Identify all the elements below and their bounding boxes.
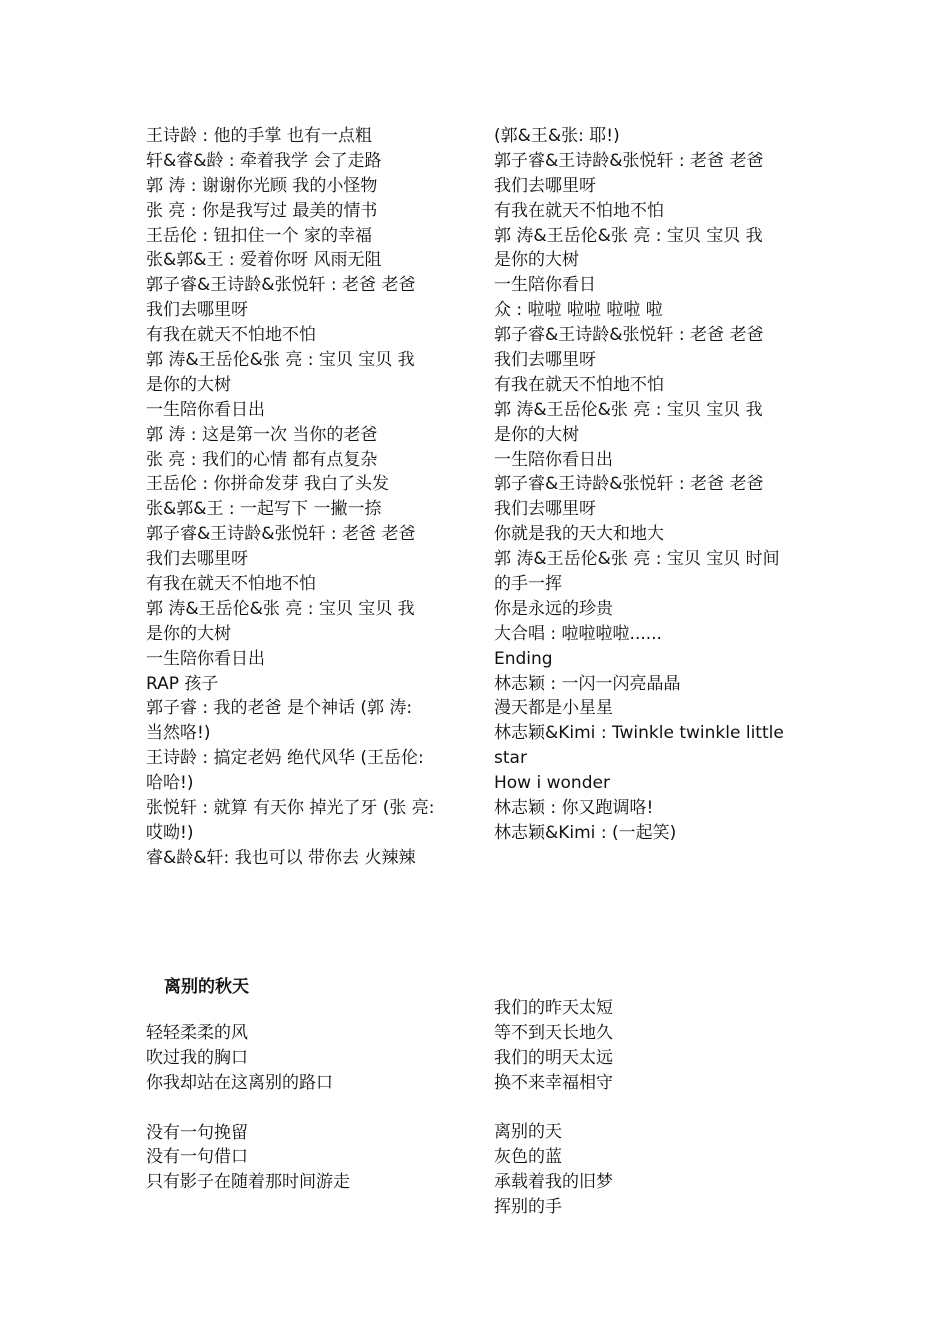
lyric-line: 郭 涛&王岳伦&张 亮 : 宝贝 宝贝 我 (494, 399, 763, 420)
lyric-line: 挥别的手 (494, 1197, 562, 1218)
lyric-line: 哎呦!) (146, 822, 194, 843)
lyric-line: 郭子睿&王诗龄&张悦轩 : 老爸 老爸 (146, 275, 416, 296)
lyric-line: 我们的明天太远 (494, 1047, 613, 1068)
lyric-line: 有我在就天不怕地不怕 (494, 374, 664, 395)
lyric-line: 王岳伦 : 你拼命发芽 我白了头发 (146, 474, 389, 495)
lyric-line: 张 亮 : 你是我写过 最美的情书 (146, 200, 378, 221)
lyric-line: 王诗龄 : 他的手掌 也有一点粗 (146, 126, 372, 146)
lyric-line: 张&郭&王 : 一起写下 一撇一捺 (146, 499, 382, 520)
lyric-line: 是你的大树 (146, 623, 231, 644)
lyric-line: 林志颖&Kimi : Twinkle twinkle little (494, 723, 784, 744)
lyric-line: 是你的大树 (494, 424, 579, 445)
lyric-line: 没有一句挽留 (146, 1122, 248, 1143)
lyric-line: 郭 涛&王岳伦&张 亮 : 宝贝 宝贝 我 (494, 225, 763, 246)
lyric-line: 你是永远的珍贵 (494, 598, 613, 619)
lyric-line: 哈哈!) (146, 773, 194, 794)
lyric-line: How i wonder (494, 773, 610, 794)
lyric-line: 没有一句借口 (146, 1147, 248, 1168)
lyric-line: 承载着我的旧梦 (494, 1172, 613, 1193)
lyric-line: 一生陪你看日出 (146, 648, 265, 669)
lyric-line: 你我却站在这离别的路口 (146, 1072, 333, 1093)
lyric-line: 当然咯!) (146, 723, 211, 744)
lyric-line: 郭子睿 : 我的老爸 是个神话 (郭 涛: (146, 698, 413, 719)
lyric-line: 王岳伦 : 钮扣住一个 家的幸福 (146, 225, 372, 246)
lyric-line: star (494, 748, 527, 769)
song2-left-column (146, 1021, 476, 1195)
lyric-line: 有我在就天不怕地不怕 (146, 325, 316, 346)
lyric-line: 等不到天长地久 (494, 1022, 613, 1043)
lyric-line: RAP 孩子 (146, 673, 219, 694)
stanza-break (494, 1096, 824, 1121)
lyric-line: (郭&王&张: 耶!) (494, 126, 620, 146)
lyric-line: 林志颖&Kimi : (一起笑) (494, 822, 677, 843)
lyric-line: 我们去哪里呀 (146, 549, 248, 570)
lyric-line: 我们去哪里呀 (494, 499, 596, 520)
lyric-line: 一生陪你看日出 (146, 399, 265, 420)
lyric-line: 轩&睿&龄 : 牵着我学 会了走路 (146, 150, 382, 171)
lyric-line: 有我在就天不怕地不怕 (146, 574, 316, 595)
lyric-line: 我们去哪里呀 (146, 300, 248, 321)
lyric-line: 吹过我的胸口 (146, 1047, 248, 1068)
lyrics-left-column (146, 124, 476, 871)
lyric-line: 郭 涛 : 这是第一次 当你的老爸 (146, 424, 378, 445)
lyric-line: 你就是我的天大和地大 (494, 524, 664, 545)
lyric-line: 郭子睿&王诗龄&张悦轩 : 老爸 老爸 (494, 325, 764, 346)
lyric-line: 的手一挥 (494, 574, 562, 595)
lyric-line: 是你的大树 (146, 374, 231, 395)
lyric-line: 郭 涛&王岳伦&张 亮 : 宝贝 宝贝 我 (146, 350, 415, 371)
lyric-line: 林志颖 : 一闪一闪亮晶晶 (494, 673, 681, 694)
lyric-line: 郭 涛&王岳伦&张 亮 : 宝贝 宝贝 我 (146, 598, 415, 619)
lyric-line: 睿&龄&轩: 我也可以 带你去 火辣辣 (146, 847, 416, 868)
lyric-line: 我们的昨天太短 (494, 998, 613, 1018)
lyric-line: 换不来幸福相守 (494, 1072, 613, 1093)
lyric-line: 众 : 啦啦 啦啦 啦啦 啦 (494, 300, 663, 321)
lyric-line: 大合唱 : 啦啦啦啦...... (494, 623, 662, 644)
lyric-line: 轻轻柔柔的风 (146, 1023, 248, 1043)
lyric-line: 我们去哪里呀 (494, 350, 596, 371)
song2-right-column (494, 996, 824, 1220)
lyric-line: 灰色的蓝 (494, 1147, 562, 1168)
lyric-line: Ending (494, 648, 553, 669)
lyric-line: 王诗龄 : 搞定老妈 绝代风华 (王岳伦: (146, 748, 424, 769)
lyric-line: 是你的大树 (494, 250, 579, 271)
lyric-line: 林志颖 : 你又跑调咯! (494, 798, 654, 819)
lyric-line: 郭子睿&王诗龄&张悦轩 : 老爸 老爸 (146, 524, 416, 545)
song-title: 离别的秋天 (164, 977, 249, 997)
lyrics-right-column (494, 124, 824, 846)
lyric-line: 一生陪你看日出 (494, 449, 613, 470)
lyric-line: 郭 涛&王岳伦&张 亮 : 宝贝 宝贝 时间 (494, 549, 780, 570)
lyric-line: 有我在就天不怕地不怕 (494, 200, 664, 221)
lyric-line: 郭 涛 : 谢谢你光顾 我的小怪物 (146, 175, 378, 196)
stanza-break (146, 1096, 476, 1121)
lyric-line: 一生陪你看日 (494, 275, 596, 296)
lyric-line: 郭子睿&王诗龄&张悦轩 : 老爸 老爸 (494, 150, 764, 171)
lyric-line: 张悦轩 : 就算 有天你 掉光了牙 (张 亮: (146, 798, 435, 819)
lyric-line: 漫天都是小星星 (494, 698, 613, 719)
lyric-line: 张&郭&王 : 爱着你呀 风雨无阻 (146, 250, 382, 271)
lyric-line: 离别的天 (494, 1122, 562, 1143)
lyric-line: 只有影子在随着那时间游走 (146, 1172, 350, 1193)
lyric-line: 张 亮 : 我们的心情 都有点复杂 (146, 449, 378, 470)
lyric-line: 郭子睿&王诗龄&张悦轩 : 老爸 老爸 (494, 474, 764, 495)
lyric-line: 我们去哪里呀 (494, 175, 596, 196)
